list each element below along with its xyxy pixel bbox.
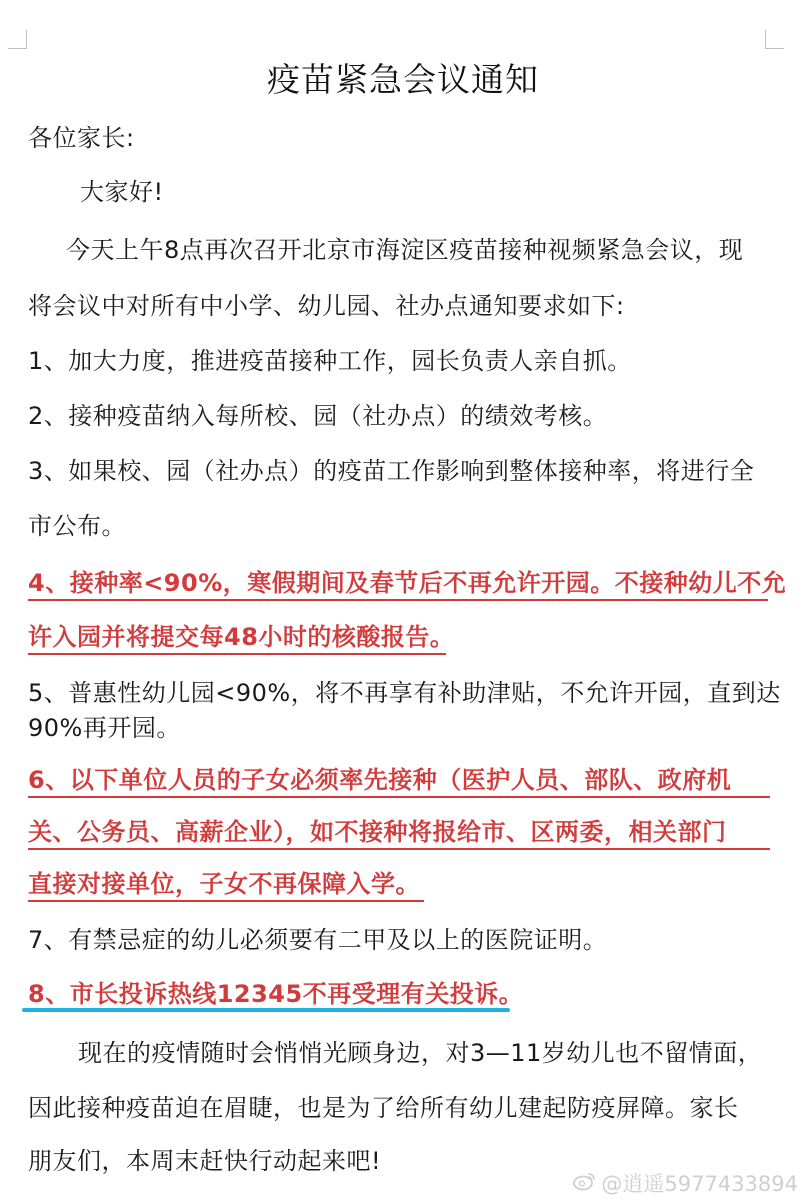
item-6-underline-1 [28,796,770,798]
item-4-underline-2 [28,653,446,655]
item-2: 2、接种疫苗纳入每所校、园（社办点）的绩效考核。 [28,402,608,430]
greeting: 大家好! [80,178,164,206]
item-6-underline-3 [28,900,424,902]
watermark-text: @逍遥5977433894 [601,1172,798,1196]
closing-line-3: 朋友们，本周末赶快行动起来吧! [28,1147,382,1175]
intro-line-2: 将会议中对所有中小学、幼儿园、社办点通知要求如下: [28,292,625,320]
intro-line-1: 今天上午8点再次召开北京市海淀区疫苗接种视频紧急会议，现 [66,236,744,264]
closing-line-1: 现在的疫情随时会悄悄光顾身边，对3—11岁幼儿也不留情面， [78,1039,763,1067]
page-corner-mark-right [765,30,784,49]
notice-title: 疫苗紧急会议通知 [267,60,539,99]
closing-line-2: 因此接种疫苗迫在眉睫，也是为了给所有幼儿建起防疫屏障。家长 [28,1094,739,1122]
page-corner-mark-left [8,30,27,49]
item-3-line-2: 市公布。 [28,512,126,540]
item-7: 7、有禁忌症的幼儿必须要有二甲及以上的医院证明。 [28,926,608,954]
item-4-line-2: 许入园并将提交每48小时的核酸报告。 [28,623,455,651]
item-5-line-1: 5、普惠性幼儿园<90%，将不再享有补助津贴，不允许开园，直到达 [28,679,781,707]
item-6-line-2: 关、公务员、高薪企业），如不接种将报给市、区两委，相关部门 [28,818,727,846]
item-8: 8、市长投诉热线12345不再受理有关投诉。 [28,980,524,1008]
item-3-line-1: 3、如果校、园（社办点）的疫苗工作影响到整体接种率，将进行全 [28,457,755,485]
item-4-underline-1 [28,599,768,601]
item-6-underline-2 [28,848,770,850]
item-6-line-1: 6、以下单位人员的子女必须率先接种（医护人员、部队、政府机 [28,766,732,794]
item-4-line-1: 4、接种率<90%，寒假期间及春节后不再允许开园。不接种幼儿不允 [28,569,787,597]
weibo-watermark [573,1168,798,1198]
item-8-blue-underline [22,1008,510,1012]
weibo-logo-icon [573,1171,597,1196]
item-6-line-3: 直接对接单位，子女不再保障入学。 [28,870,420,898]
item-1: 1、加大力度，推进疫苗接种工作，园长负责人亲自抓。 [28,347,632,375]
salutation: 各位家长: [28,124,135,152]
item-5-line-2: 90%再开园。 [28,714,181,742]
